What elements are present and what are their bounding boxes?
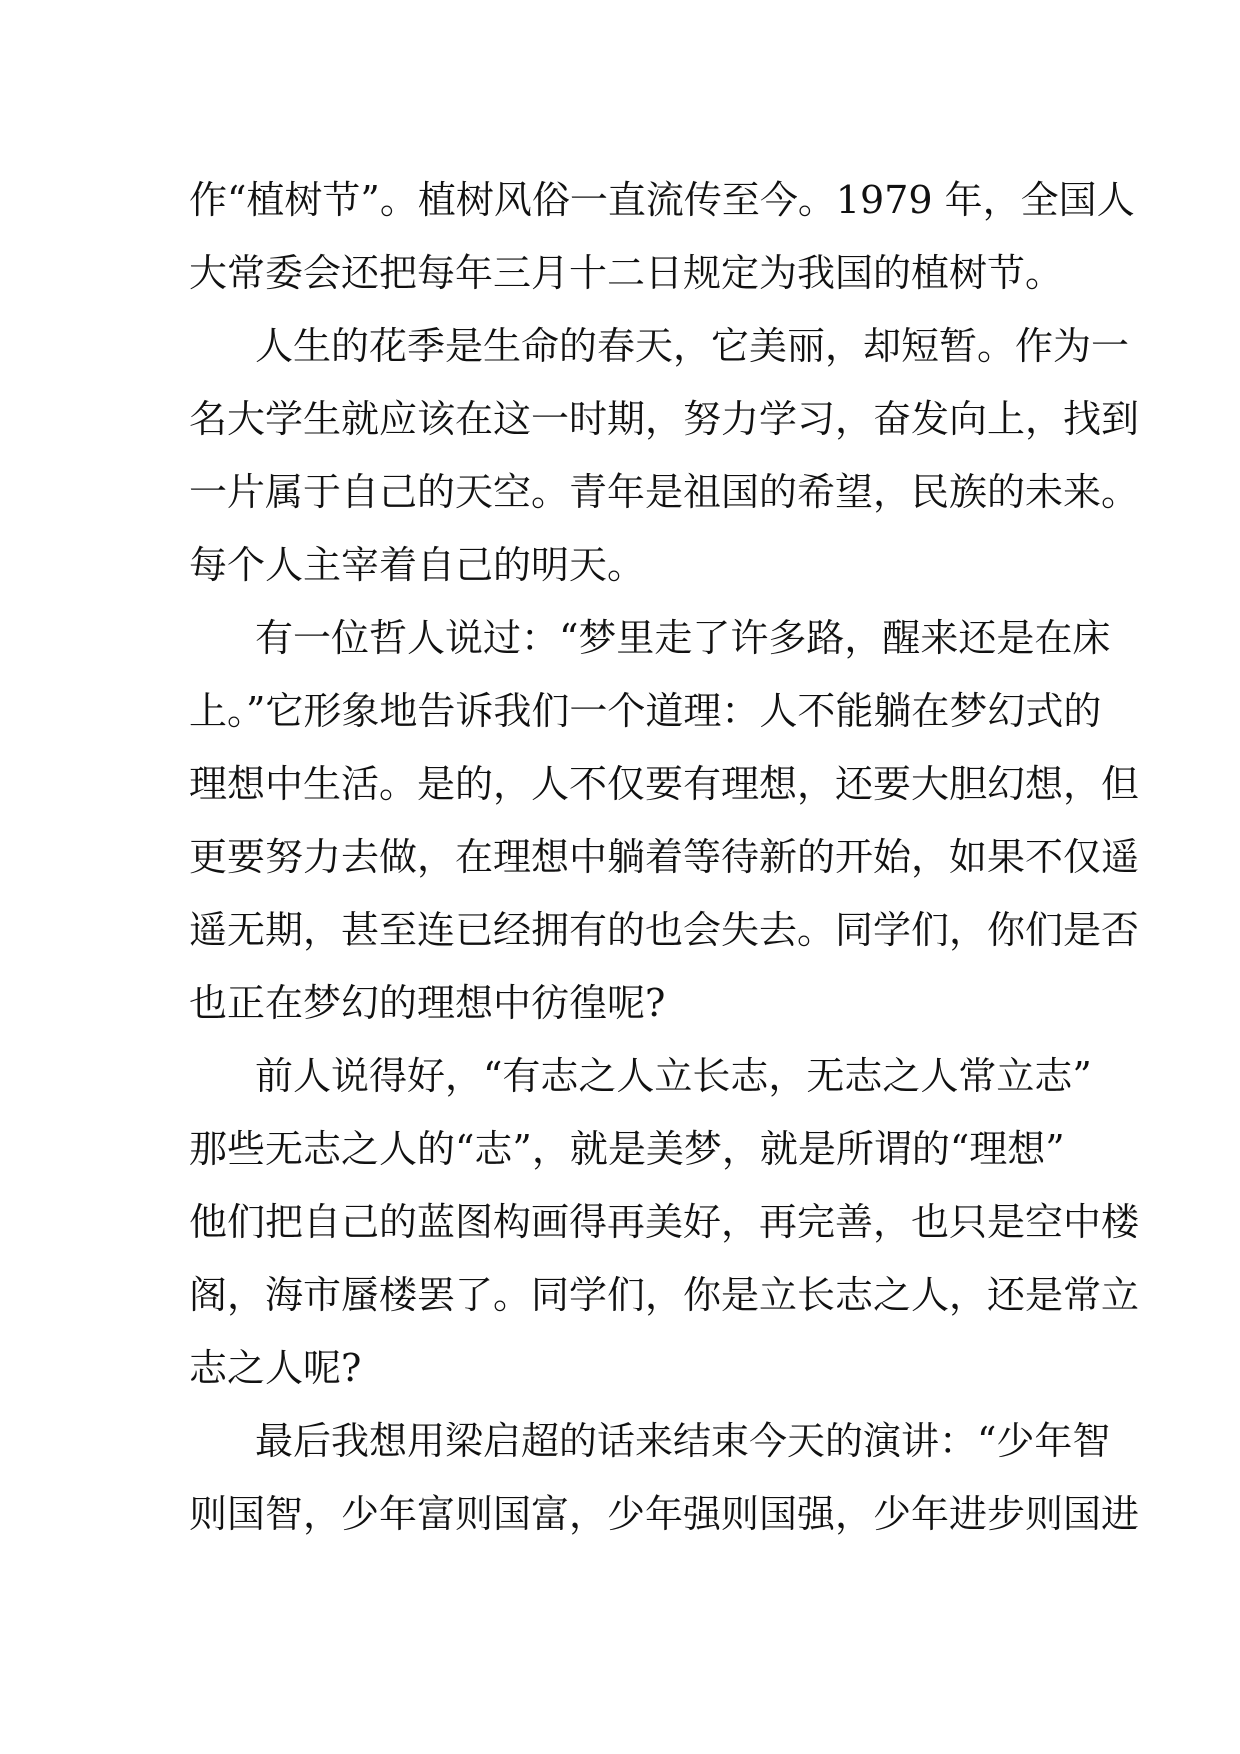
text-line: 人生的花季是生命的春天，它美丽，却短暂。作为一: [255, 324, 1130, 368]
text-line: 他们把自己的蓝图构画得再美好，再完善，也只是空中楼: [189, 1200, 1140, 1244]
text-line: 前人说得好，“有志之人立长志，无志之人常立志”: [255, 1054, 1092, 1098]
text-line: 理想中生活。是的，人不仅要有理想，还要大胆幻想，但: [189, 762, 1140, 806]
text-line: 更要努力去做，在理想中躺着等待新的开始，如果不仅遥: [189, 835, 1140, 879]
text-line: 名大学生就应该在这一时期，努力学习，奋发向上，找到: [189, 397, 1140, 441]
text-line: 则国智，少年富则国富，少年强则国强，少年进步则国进: [189, 1492, 1140, 1536]
text-line: 每个人主宰着自己的明天。: [189, 543, 646, 587]
text-line: 也正在梦幻的理想中彷徨呢?: [189, 981, 666, 1025]
body-text: [189, 164, 1140, 1551]
text-line: 遥无期，甚至连已经拥有的也会失去。同学们，你们是否: [189, 908, 1140, 952]
text-line: 有一位哲人说过：“梦里走了许多路，醒来还是在床: [255, 616, 1111, 660]
text-line: 大常委会还把每年三月十二日规定为我国的植树节。: [189, 251, 1064, 295]
text-line: 上。”它形象地告诉我们一个道理：人不能躺在梦幻式的: [189, 689, 1102, 733]
text-line: 志之人呢?: [189, 1346, 362, 1390]
text-line: 作“植树节”。植树风俗一直流传至今。1979 年，全国人: [189, 178, 1135, 222]
text-line: 一片属于自己的天空。青年是祖国的希望，民族的未来。: [189, 470, 1140, 514]
text-line: 最后我想用梁启超的话来结束今天的演讲：“少年智: [255, 1419, 1111, 1463]
text-line: 阁，海市蜃楼罢了。同学们，你是立长志之人，还是常立: [189, 1273, 1140, 1317]
text-line: 那些无志之人的“志”，就是美梦，就是所谓的“理想”: [189, 1127, 1065, 1171]
